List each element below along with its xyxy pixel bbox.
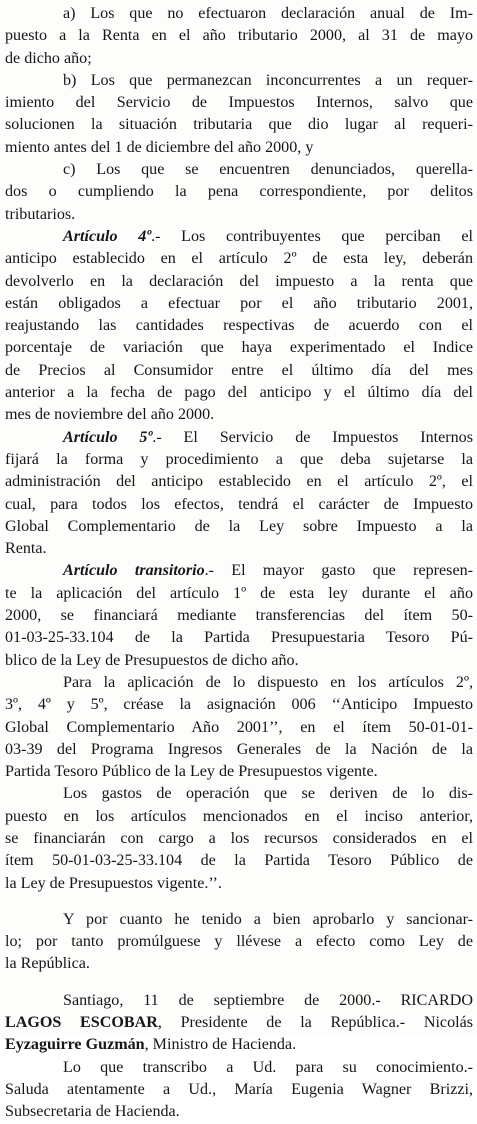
text-run: reajustando las cantidades respectivas de acuerdo con el [5,317,473,335]
text-run: miento antes del 1 de diciembre del año 2000, y [5,138,314,156]
text-line [5,271,473,293]
text-run: Global Complementario Año 2001’’, en el ítem 50-01-01- [5,718,473,736]
text-line [5,114,473,136]
text-line [5,471,473,493]
text-run: Y por cuanto he tenido a bien aprobarlo y sancionar- [63,910,473,928]
text-line [5,181,473,203]
text-run: Santiago, 11 de septiembre de 2000.- RICARDO [63,991,473,1009]
text-run: 03-39 del Programa Ingresos Generales de la Nación de la [5,740,473,758]
text-line [5,583,473,605]
text-run: Subsecretaria de Hacienda. [5,1103,180,1121]
text-line [5,873,473,895]
text-line [5,3,473,25]
text-line [5,337,473,359]
text-line [5,48,473,70]
text-line [5,1012,473,1034]
text-run: se financiarán con cargo a los recursos considerados en el [5,829,473,847]
text-run: Global Complementario de la Ley sobre Impuesto a la [5,517,473,535]
paragraph-gap [5,895,473,909]
text-line [5,560,473,582]
text-run: tributarios. [5,205,76,223]
text-run: porcentaje de variación que haya experimentado el Indice [5,339,473,357]
text-run: te la aplicación del artículo 1º de esta ley durante el año [5,584,473,602]
law-text-body [5,3,473,1124]
text-line [5,850,473,872]
text-line [5,538,473,560]
text-line [5,315,473,337]
text-run: 3º, 4º y 5º, créase la asignación 006 ‘‘Anticipo Impuesto [5,696,473,714]
text-line [5,494,473,516]
text-run: Partida Tesoro Público de la Ley de Presupuestos vigente. [5,763,378,781]
text-line [5,931,473,953]
text-run: fijará la forma y procedimiento a que deba sujetarse la [5,450,473,468]
text-line [5,605,473,627]
text-run: imiento del Servicio de Impuestos Internos, salvo que [5,94,473,112]
text-line [5,806,473,828]
text-line [5,650,473,672]
text-line [5,248,473,270]
text-run: anterior a la fecha de pago del anticipo y el último día del [5,384,473,402]
text-line [5,159,473,181]
text-run: de dicho año; [5,49,92,67]
text-line [5,828,473,850]
text-line [5,990,473,1012]
text-line [5,1101,473,1123]
text-line [5,516,473,538]
text-run: anticipo establecido en el artículo 2º de esta ley, deberán [5,250,473,268]
text-run: a) Los que no efectuaron declaración anual de Im- [63,5,473,22]
text-line [5,1057,473,1079]
text-run: Los gastos de operación que se deriven de lo dis- [63,785,473,803]
text-line [5,761,473,783]
text-run: .- El Servicio de Impuestos Internos [152,428,473,446]
text-line [5,25,473,47]
text-line [5,427,473,449]
text-line [5,627,473,649]
text-run: , Presidente de la República.- Nicolás [157,1014,473,1032]
text-run: Para la aplicación de lo dispuesto en los artículos 2º, [63,673,473,691]
text-run: administración del anticipo establecido en el artículo 2º, el [5,473,473,491]
text-run: lo; por tanto promúlguese y llévese a efecto como Ley de [5,933,473,951]
text-run: Lo que transcribo a Ud. para su conocimiento.- [63,1058,473,1076]
text-run: .- Los contribuyentes que perciban el [151,227,474,245]
text-run: Renta. [5,540,47,558]
text-run: c) Los que se encuentren denunciados, querella- [63,161,473,179]
text-run: 01-03-25-33.104 de la Partida Presupuestaria Tesoro Pú- [5,629,473,647]
text-line [5,717,473,739]
text-line [5,70,473,92]
text-run: mes de noviembre del año 2000. [5,406,215,424]
article-heading: Artículo 5º [63,428,153,446]
article-heading: Artículo transitorio [63,562,205,580]
text-run: b) Los que permanezcan inconcurrentes a un requer- [63,71,473,89]
text-run: cual, para todos los efectos, tendrá el carácter de Impuesto [5,495,473,513]
text-run: devolverlo en la declaración del impuesto a la renta que [5,272,473,290]
text-run: puesto en los artículos mencionados en el inciso anterior, [5,807,473,825]
text-run: Saluda atentamente a Ud., María Eugenia Wagner Brizzi, [5,1080,473,1098]
text-line [5,137,473,159]
text-line [5,909,473,931]
text-run: blico de la Ley de Presupuestos de dicho año. [5,651,299,669]
article-heading: LAGOS ESCOBAR [5,1014,158,1032]
text-run: solucionen la situación tributaria que dio lugar al requeri- [5,116,473,134]
text-run: dos o cumpliendo la pena correspondiente, por delitos [5,183,473,201]
text-run: de Precios al Consumidor entre el último día del mes [5,361,473,379]
text-run: puesto a la Renta en el año tributario 2000, al 31 de mayo [5,27,473,45]
text-run: están obligados a efectuar por el año tributario 2001, [5,294,473,312]
text-line [5,739,473,761]
text-line [5,1079,473,1101]
text-run: la República. [5,955,90,973]
article-heading: Artículo 4º [63,227,152,245]
text-run: , Ministro de Hacienda. [144,1036,297,1054]
text-line [5,360,473,382]
text-line [5,953,473,975]
text-line [5,404,473,426]
article-heading: Eyzaguirre Guzmán [5,1036,145,1054]
text-run: 2000, se financiará mediante transferencias del ítem 50- [5,607,473,625]
text-run: .- El mayor gasto que represen- [204,562,473,580]
text-line [5,694,473,716]
text-line [5,672,473,694]
paragraph-gap [5,976,473,990]
text-line [5,783,473,805]
text-line [5,1034,473,1056]
text-line [5,449,473,471]
text-line [5,226,473,248]
text-line [5,204,473,226]
text-run: la Ley de Presupuestos vigente.’’. [5,874,222,892]
text-line [5,293,473,315]
text-line [5,92,473,114]
text-run: ítem 50-01-03-25-33.104 de la Partida Tesoro Público de [5,852,473,870]
text-line [5,382,473,404]
